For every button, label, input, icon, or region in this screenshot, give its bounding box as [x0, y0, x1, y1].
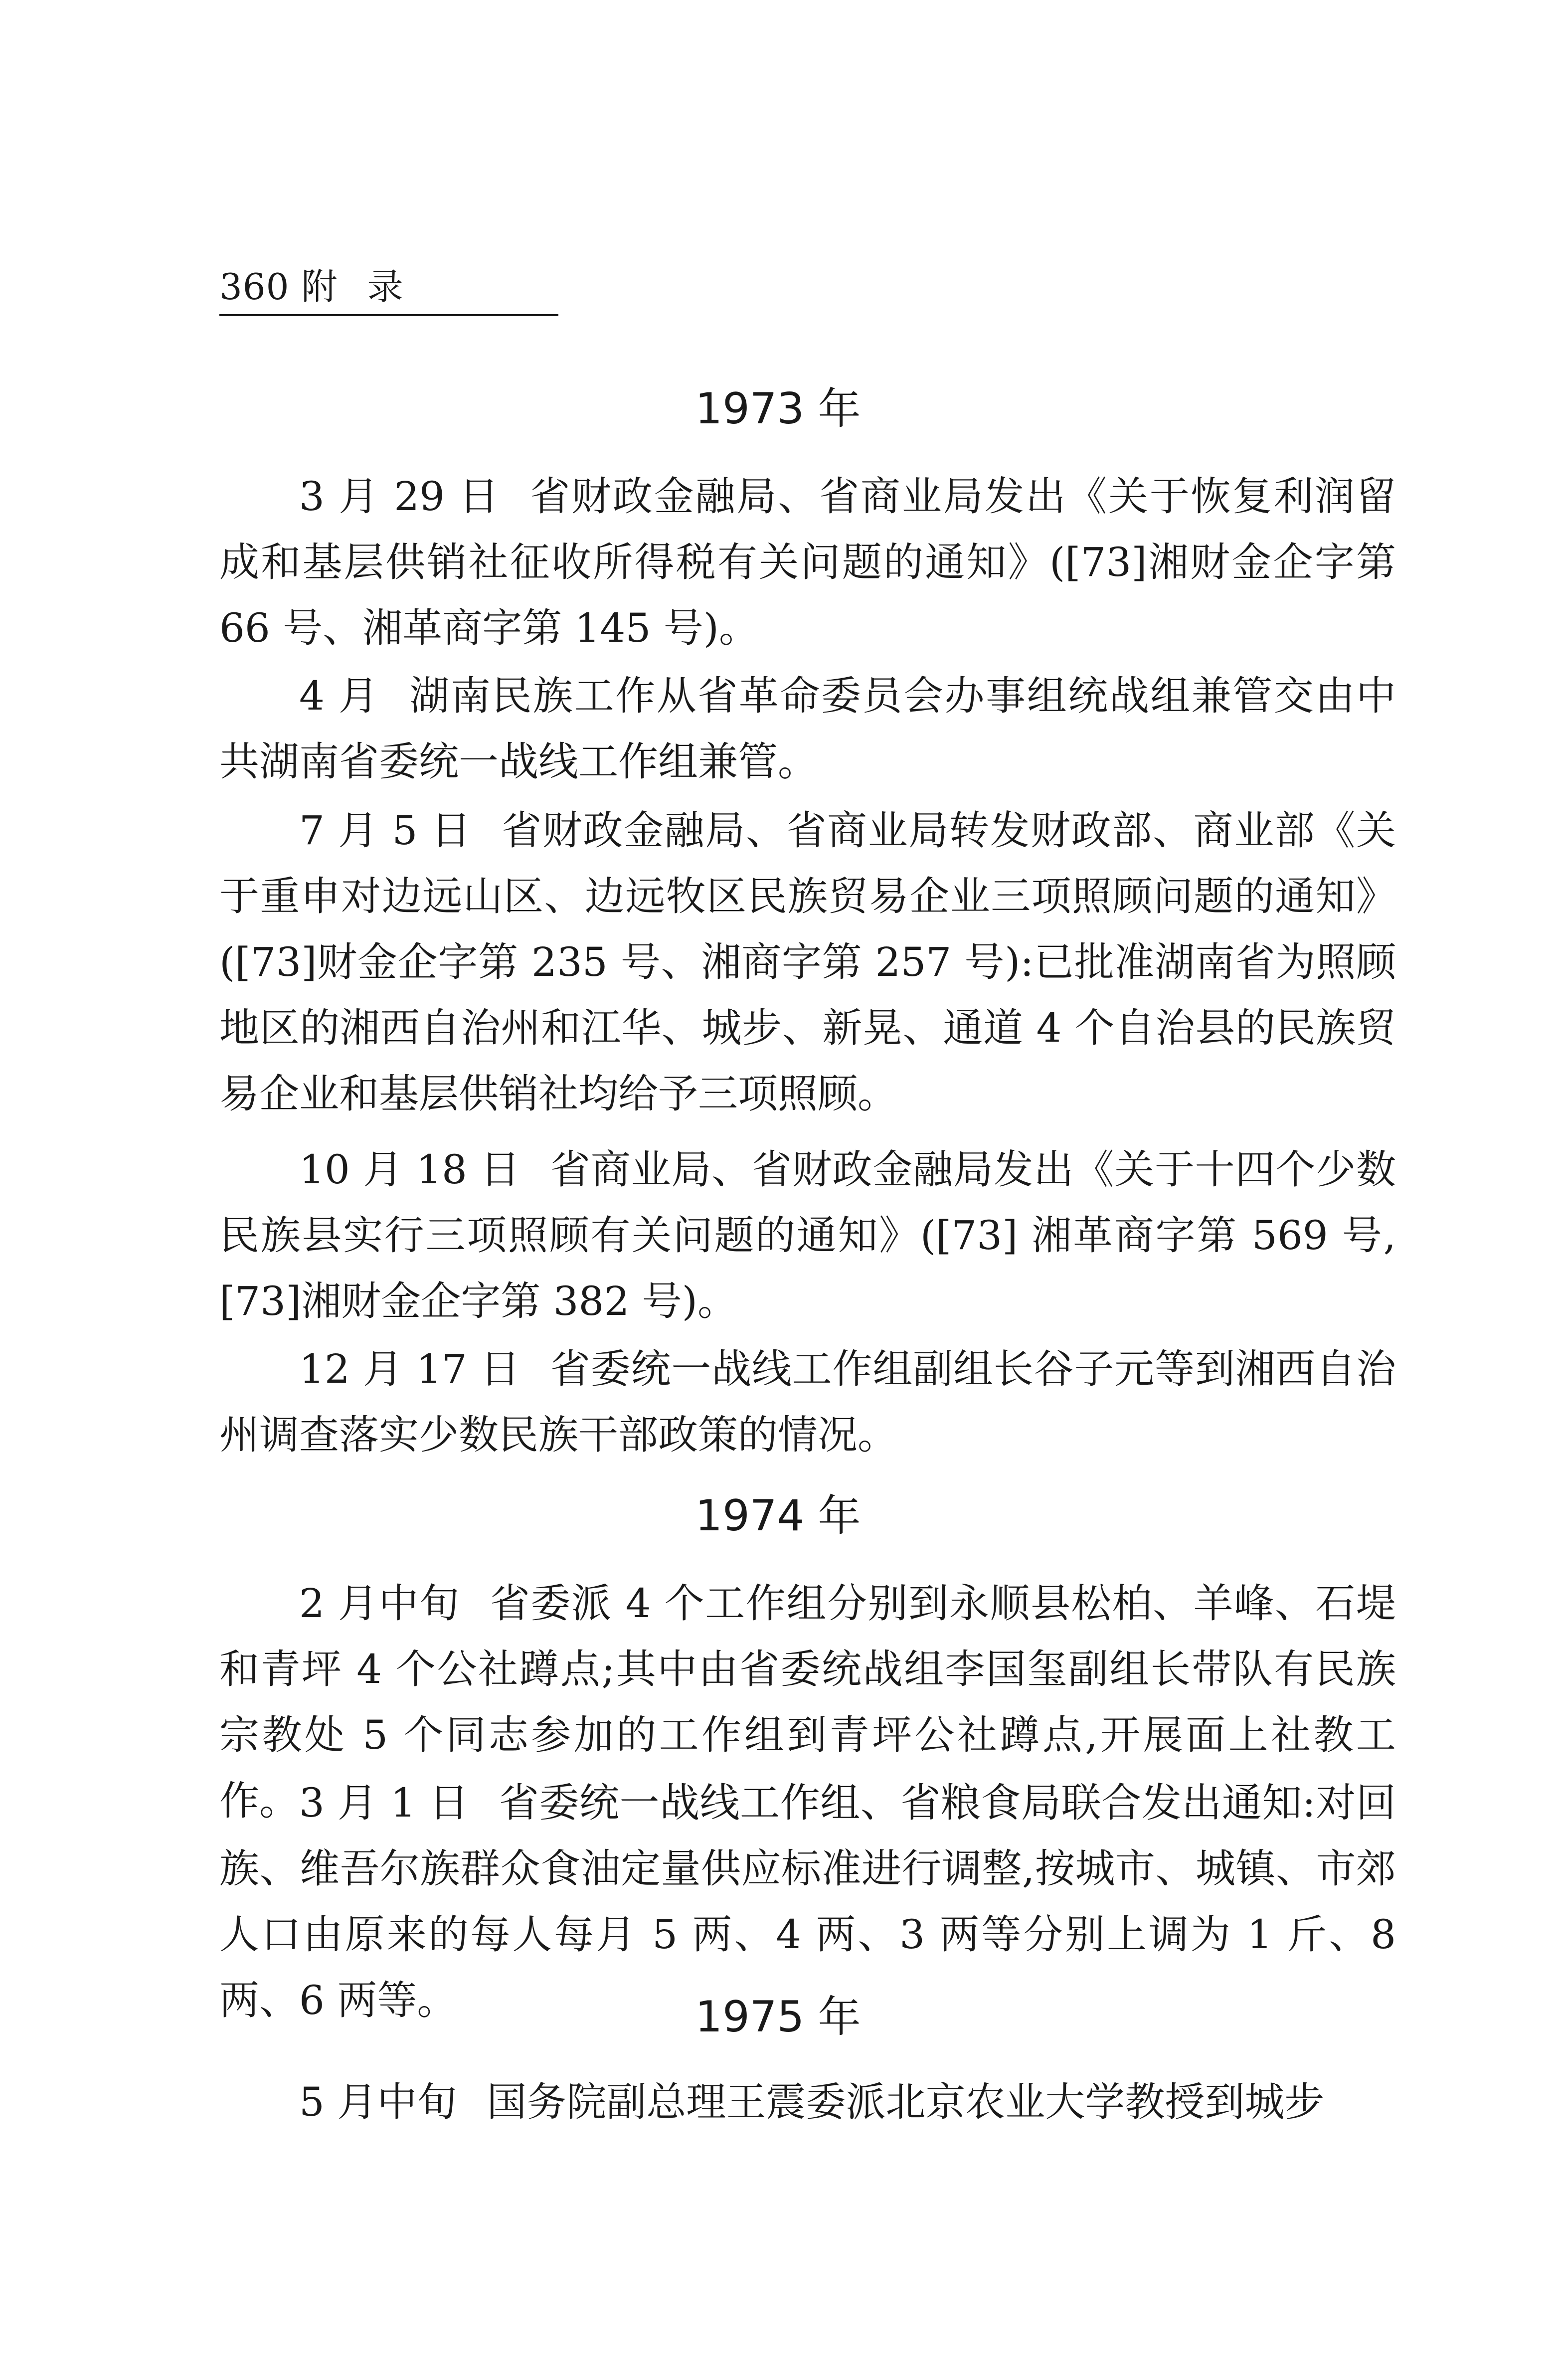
chronology-entry: [219, 1137, 1396, 1334]
year-heading-1975: 1975 年: [695, 1992, 861, 2042]
entry-text: 国务院副总理王震委派北京农业大学教授到城步: [487, 2079, 1325, 2125]
entry-text: 省委统一战线工作组副组长谷子元等到湘西自治州调查落实少数民族干部政策的情况。: [219, 1346, 1396, 1458]
year-heading-1974: 1974 年: [695, 1491, 861, 1541]
section-label: 附录: [301, 266, 433, 308]
entry-text: 省商业局、省财政金融局发出《关于十四个少数民族县实行三项照顾有关问题的通知》([73] 湘革商字第 569 号,[73]湘财金企字第 382 号)。: [219, 1146, 1396, 1324]
chronology-entry: [219, 1336, 1396, 1468]
chronology-entry: [219, 798, 1396, 1127]
chronology-entry: [219, 464, 1396, 661]
chronology-entry: [219, 663, 1396, 795]
entry-date: 10 月 18 日: [299, 1146, 520, 1193]
page-number: 360: [219, 266, 290, 308]
entry-date: 3 月 1 日: [299, 1780, 469, 1826]
entry-text: 省财政金融局、省商业局发出《关于恢复利润留成和基层供销社征收所得税有关问题的通知》([73]湘财金企字第 66 号、湘革商字第 145 号)。: [219, 473, 1396, 651]
entry-text: 省委统一战线工作组、省粮食局联合发出通知:对回族、维吾尔族群众食油定量供应标准进行调整,按城市、城镇、市郊人口由原来的每人每月 5 两、4 两、3 两等分别上调为 1 斤、8 两、6 两等。: [219, 1780, 1396, 2023]
chronology-entry: [219, 2069, 1396, 2135]
entry-text: 省财政金融局、省商业局转发财政部、商业部《关于重申对边远山区、边远牧区民族贸易企业三项照顾问题的通知》([73]财金企字第 235 号、湘商字第 257 号):已批准湖南省为照顾地区的湘西自治州和江华、城步、新晃、通道 4 个自治县的民族贸易企业和基层供销社均给予三项照顾。: [219, 807, 1396, 1117]
entry-date: 5 月中旬: [299, 2079, 457, 2125]
entry-date: 7 月 5 日: [299, 807, 472, 854]
entry-date: 12 月 17 日: [299, 1346, 520, 1392]
entry-text: 省委派 4 个工作组分别到永顺县松柏、羊峰、石堤和青坪 4 个公社蹲点;其中由省委统战组李国玺副组长带队有民族宗教处 5 个同志参加的工作组到青坪公社蹲点,开展面上社教工作。: [219, 1580, 1396, 1824]
running-header: [219, 259, 558, 316]
entry-date: 4 月: [299, 673, 380, 719]
year-heading-1973: 1973 年: [695, 384, 861, 434]
entry-date: 2 月中旬: [299, 1580, 460, 1627]
entry-text: 湖南民族工作从省革命委员会办事组统战组兼管交由中共湖南省委统一战线工作组兼管。: [219, 673, 1396, 785]
entry-date: 3 月 29 日: [299, 473, 501, 520]
